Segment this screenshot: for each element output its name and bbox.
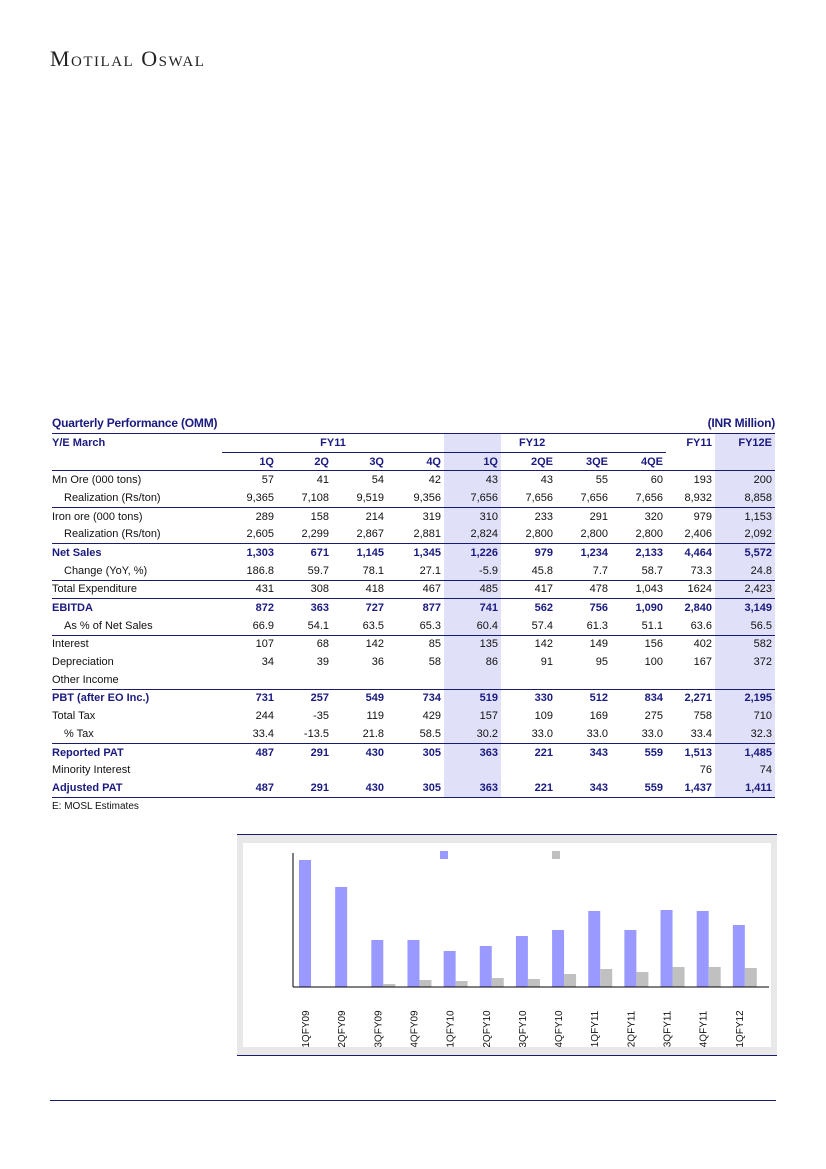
- table-cell: 107: [255, 638, 274, 651]
- table-cell: 119: [366, 710, 384, 723]
- table-cell: 9,356: [387, 489, 444, 507]
- table-cell: -35: [313, 710, 329, 723]
- table-cell: 2,824: [444, 525, 501, 543]
- table-cell: 308: [277, 580, 332, 599]
- table-cell: 1,226: [444, 544, 501, 562]
- table-cell: 33.0: [556, 725, 611, 743]
- x-tick-label: 2QFY10: [481, 1010, 493, 1047]
- table-cell: 330: [534, 692, 553, 705]
- table-cell: 57.4: [501, 617, 556, 635]
- column-header: 4Q: [387, 452, 444, 471]
- table-cell: 33.4: [222, 725, 277, 743]
- bar-chart: [243, 843, 771, 1047]
- table-cell: 3,149: [715, 599, 775, 617]
- table-cell: [501, 671, 556, 689]
- table-cell: 73.3: [666, 562, 715, 580]
- column-header-blank: [52, 452, 222, 471]
- table-cell: 21.8: [332, 725, 387, 743]
- row-label: EBITDA: [52, 602, 93, 615]
- table-cell: 275: [644, 710, 663, 723]
- quarterly-performance-table: [52, 434, 775, 798]
- bar-secondary: [673, 967, 685, 987]
- table-cell: 343: [589, 746, 608, 759]
- table-row: [52, 580, 775, 599]
- table-cell: 65.3: [387, 617, 444, 635]
- table-cell: 1,090: [635, 602, 663, 615]
- table-cell: 727: [365, 602, 384, 615]
- bar-primary: [624, 930, 636, 987]
- table-cell: 55: [595, 474, 608, 487]
- table-cell: 167: [693, 656, 712, 669]
- table-cell: 430: [365, 746, 384, 759]
- bar-secondary: [745, 968, 757, 987]
- table-cell: 169: [589, 710, 608, 723]
- table-cell: 430: [332, 779, 387, 797]
- table-cell: 257: [310, 692, 329, 705]
- table-cell: 2,406: [666, 525, 715, 543]
- table-row: [52, 707, 775, 725]
- table-cell: 43: [540, 474, 553, 487]
- table-row: [52, 671, 775, 689]
- footer-divider: [50, 1100, 776, 1101]
- column-header: 3Q: [332, 452, 387, 471]
- table-cell: 559: [611, 779, 666, 797]
- x-tick-label: 3QFY09: [373, 1010, 385, 1047]
- table-cell: 149: [589, 638, 608, 651]
- table-cell: 710: [715, 707, 775, 725]
- table-cell: [556, 671, 611, 689]
- table-row: [52, 525, 775, 543]
- table-cell: 2,800: [611, 525, 666, 543]
- table-cell: 671: [310, 546, 329, 559]
- table-cell: 54: [371, 474, 384, 487]
- table-cell: [715, 671, 775, 689]
- table-cell: 872: [255, 602, 274, 615]
- table-cell: 418: [332, 580, 387, 599]
- table-cell: 157: [444, 707, 501, 725]
- table-cell: 142: [534, 638, 553, 651]
- bar-primary: [480, 946, 492, 987]
- table-cell: 2,195: [715, 689, 775, 707]
- table-cell: 51.1: [611, 617, 666, 635]
- legend-marker-1: [552, 851, 560, 859]
- table-cell: 86: [444, 653, 501, 671]
- row-label: Net Sales: [52, 546, 102, 559]
- table-cell: 1,437: [666, 779, 715, 797]
- x-tick-label: 3QFY11: [662, 1010, 674, 1047]
- table-cell: 186.8: [222, 562, 277, 580]
- table-cell: 429: [422, 710, 441, 723]
- table-cell: 2,867: [332, 525, 387, 543]
- column-header: 1Q: [444, 452, 501, 471]
- table-row: [52, 544, 775, 562]
- bar-primary: [697, 911, 709, 987]
- table-cell: 34: [261, 656, 274, 669]
- bar-primary: [552, 930, 564, 987]
- column-header-row: [52, 452, 775, 471]
- table-row: [52, 725, 775, 743]
- bar-secondary: [492, 978, 504, 987]
- table-cell: [222, 761, 277, 779]
- column-header: 2QE: [501, 452, 556, 471]
- table-cell: 63.5: [332, 617, 387, 635]
- table-cell: [444, 761, 501, 779]
- table-cell: 58.7: [611, 562, 666, 580]
- table-cell: [332, 671, 387, 689]
- table-cell: -5.9: [444, 562, 501, 580]
- table-cell: 9,365: [222, 489, 277, 507]
- x-tick-label: 2QFY11: [626, 1010, 638, 1047]
- x-tick-label: 1QFY09: [301, 1010, 312, 1047]
- table-cell: 485: [444, 580, 501, 599]
- bar-primary: [335, 887, 347, 987]
- table-cell: 549: [365, 692, 384, 705]
- table-cell: 33.0: [501, 725, 556, 743]
- table-cell: 68: [316, 638, 329, 651]
- table-cell: 8,858: [715, 489, 775, 507]
- x-tick-label: 1QFY11: [590, 1010, 602, 1047]
- ye-march-label: Y/E March: [52, 437, 106, 450]
- table-cell: 61.3: [556, 617, 611, 635]
- table-cell: 7,656: [501, 489, 556, 507]
- group-header-row: [52, 434, 775, 452]
- table-cell: 33.0: [611, 725, 666, 743]
- table-cell: 487: [222, 779, 277, 797]
- bar-primary: [407, 940, 419, 987]
- row-label: PBT (after EO Inc.): [52, 692, 150, 705]
- table-cell: 135: [444, 635, 501, 653]
- table-cell: 305: [422, 746, 441, 759]
- table-cell: [277, 761, 332, 779]
- table-cell: 58: [428, 656, 441, 669]
- table-cell: 291: [277, 779, 332, 797]
- row-label: % Tax: [52, 725, 222, 743]
- table-cell: 756: [589, 602, 608, 615]
- table-cell: 582: [715, 635, 775, 653]
- table-cell: [387, 671, 444, 689]
- table-row: [52, 489, 775, 507]
- table-cell: [611, 761, 666, 779]
- table-cell: 9,519: [332, 489, 387, 507]
- table-cell: 363: [310, 602, 329, 615]
- table-cell: 158: [310, 510, 329, 523]
- table-row: [52, 653, 775, 671]
- table-cell: 2,800: [501, 525, 556, 543]
- x-tick-label: 1QFY10: [445, 1010, 457, 1047]
- table-cell: 2,092: [715, 525, 775, 543]
- table-cell: 4,464: [684, 546, 712, 559]
- table-cell: [332, 761, 387, 779]
- table-cell: 54.1: [277, 617, 332, 635]
- table-cell: 27.1: [387, 562, 444, 580]
- column-header: [715, 452, 775, 471]
- group-fy11: FY11: [222, 434, 444, 452]
- table-cell: 834: [644, 692, 663, 705]
- table-cell: 1,411: [715, 779, 775, 797]
- table-cell: 60: [650, 474, 663, 487]
- table-cell: 8,932: [666, 489, 715, 507]
- table-cell: 58.5: [387, 725, 444, 743]
- table-cell: 24.8: [715, 562, 775, 580]
- table-row: [52, 689, 775, 707]
- table-cell: 734: [422, 692, 441, 705]
- row-label: Iron ore (000 tons): [52, 510, 143, 523]
- estimates-note: E: MOSL Estimates: [52, 800, 139, 812]
- row-label: Minority Interest: [52, 764, 131, 777]
- bar-primary: [516, 936, 528, 987]
- row-label: Total Tax: [52, 710, 96, 723]
- column-header: 3QE: [556, 452, 611, 471]
- table-cell: 233: [534, 510, 553, 523]
- table-cell: 5,572: [715, 544, 775, 562]
- table-cell: 562: [534, 602, 553, 615]
- table-cell: 36: [371, 656, 384, 669]
- table-cell: 559: [644, 746, 663, 759]
- bar-primary: [661, 910, 673, 987]
- table-cell: 74: [715, 761, 775, 779]
- column-header: 2Q: [277, 452, 332, 471]
- table-cell: 291: [589, 510, 608, 523]
- table-cell: 1624: [666, 580, 715, 599]
- table-cell: 56.5: [715, 617, 775, 635]
- table-cell: 57: [261, 474, 274, 487]
- table-cell: 758: [693, 710, 712, 723]
- x-tick-label: 4QFY09: [409, 1010, 421, 1047]
- bar-primary: [444, 951, 456, 987]
- table-row: [52, 743, 775, 761]
- table-cell: 200: [715, 471, 775, 489]
- bar-primary: [371, 940, 383, 987]
- group-fy11-total: FY11: [686, 437, 712, 450]
- table-cell: 244: [255, 710, 274, 723]
- row-label: Depreciation: [52, 656, 114, 669]
- table-cell: 363: [444, 743, 501, 761]
- table-cell: 512: [589, 692, 608, 705]
- table-title-bar: [52, 416, 775, 434]
- table-cell: 979: [693, 510, 712, 523]
- table-cell: 109: [534, 710, 553, 723]
- table-cell: 289: [255, 510, 274, 523]
- table-cell: 305: [387, 779, 444, 797]
- table-cell: 78.1: [332, 562, 387, 580]
- table-cell: 41: [316, 474, 329, 487]
- bar-secondary: [600, 969, 612, 987]
- table-cell: [666, 671, 715, 689]
- table-cell: 63.6: [666, 617, 715, 635]
- column-header: 4QE: [611, 452, 666, 471]
- bar-secondary: [419, 980, 431, 987]
- legend-marker-0: [440, 851, 448, 859]
- table-cell: 91: [540, 656, 553, 669]
- group-fy12: FY12: [501, 434, 666, 452]
- table-cell: 60.4: [444, 617, 501, 635]
- table-cell: 320: [644, 510, 663, 523]
- table-cell: 43: [444, 471, 501, 489]
- table-cell: 221: [534, 746, 553, 759]
- table-cell: 2,840: [684, 602, 712, 615]
- table-cell: 372: [715, 653, 775, 671]
- table-cell: 2,605: [222, 525, 277, 543]
- bar-primary: [299, 860, 311, 987]
- table-cell: 1,513: [684, 746, 712, 759]
- table-cell: 7,108: [277, 489, 332, 507]
- table-cell: 2,271: [684, 692, 712, 705]
- row-label: Realization (Rs/ton): [52, 489, 222, 507]
- x-tick-label: 1QFY12: [734, 1010, 746, 1047]
- table-cell: 417: [501, 580, 556, 599]
- table-row: [52, 761, 775, 779]
- group-fy12-spacer: [444, 434, 501, 452]
- bar-primary: [733, 925, 745, 987]
- table-cell: 731: [255, 692, 274, 705]
- table-row: [52, 779, 775, 797]
- table-cell: 7,656: [556, 489, 611, 507]
- table-cell: 310: [444, 507, 501, 525]
- row-label: Mn Ore (000 tons): [52, 474, 142, 487]
- x-tick-label: 4QFY10: [554, 1010, 566, 1047]
- bar-secondary: [709, 967, 721, 987]
- table-cell: 2,133: [635, 546, 663, 559]
- table-cell: 7,656: [611, 489, 666, 507]
- table-cell: 39: [316, 656, 329, 669]
- table-cell: 221: [501, 779, 556, 797]
- table-cell: 877: [422, 602, 441, 615]
- table-cell: 2,423: [715, 580, 775, 599]
- table-cell: [611, 671, 666, 689]
- table-cell: 319: [422, 510, 441, 523]
- table-cell: 363: [444, 779, 501, 797]
- x-tick-label: 3QFY10: [517, 1010, 529, 1047]
- table-cell: -13.5: [277, 725, 332, 743]
- table-cell: 431: [222, 580, 277, 599]
- table-cell: 1,234: [580, 546, 608, 559]
- chart-frame: [237, 834, 777, 1056]
- table-cell: 32.3: [715, 725, 775, 743]
- table-cell: [501, 761, 556, 779]
- table-cell: 193: [693, 474, 712, 487]
- table-cell: 2,881: [387, 525, 444, 543]
- table-cell: 100: [644, 656, 663, 669]
- table-cell: 519: [444, 689, 501, 707]
- table-cell: 45.8: [501, 562, 556, 580]
- table-cell: 66.9: [222, 617, 277, 635]
- table-cell: 467: [387, 580, 444, 599]
- table-cell: 1,043: [611, 580, 666, 599]
- table-cell: 343: [556, 779, 611, 797]
- bar-secondary: [636, 972, 648, 987]
- table-cell: 1,303: [246, 546, 274, 559]
- table-cell: 2,299: [277, 525, 332, 543]
- table-row: [52, 599, 775, 617]
- row-label: As % of Net Sales: [52, 617, 222, 635]
- table-cell: 85: [428, 638, 441, 651]
- table-title: Quarterly Performance (OMM): [52, 416, 218, 430]
- table-cell: [277, 671, 332, 689]
- table-cell: 33.4: [666, 725, 715, 743]
- table-cell: 1,153: [715, 507, 775, 525]
- table-cell: 1,145: [356, 546, 384, 559]
- table-cell: 30.2: [444, 725, 501, 743]
- table-cell: 76: [699, 764, 712, 777]
- row-label: Reported PAT: [52, 746, 124, 759]
- column-header: 1Q: [222, 452, 277, 471]
- table-row: [52, 507, 775, 525]
- row-label: Other Income: [52, 671, 222, 689]
- company-logo: Motilal Oswal: [50, 46, 206, 71]
- table-cell: 979: [534, 546, 553, 559]
- chart-area: [243, 843, 771, 1047]
- row-label: Adjusted PAT: [52, 779, 222, 797]
- table-cell: [444, 671, 501, 689]
- table-row: [52, 562, 775, 580]
- table-cell: 487: [255, 746, 274, 759]
- table-cell: 59.7: [277, 562, 332, 580]
- table-cell: 478: [556, 580, 611, 599]
- table-cell: 7,656: [444, 489, 501, 507]
- table-cell: [556, 761, 611, 779]
- table-row: [52, 617, 775, 635]
- row-label: Change (YoY, %): [52, 562, 222, 580]
- table-cell: 214: [365, 510, 384, 523]
- table-cell: 2,800: [556, 525, 611, 543]
- table-cell: 1,485: [715, 743, 775, 761]
- bar-secondary: [456, 981, 468, 987]
- table-cell: 291: [310, 746, 329, 759]
- table-cell: [387, 761, 444, 779]
- table-cell: [222, 671, 277, 689]
- table-cell: 741: [444, 599, 501, 617]
- table-cell: 156: [644, 638, 663, 651]
- group-fy12e-total: FY12E: [715, 434, 775, 452]
- table-cell: 1,345: [413, 546, 441, 559]
- row-label: Realization (Rs/ton): [52, 525, 222, 543]
- table-unit: (INR Million): [707, 416, 775, 430]
- bar-secondary: [528, 979, 540, 987]
- bar-secondary: [564, 974, 576, 987]
- x-tick-label: 4QFY11: [698, 1010, 710, 1047]
- bar-primary: [588, 911, 600, 987]
- row-label: Total Expenditure: [52, 580, 222, 599]
- table-cell: 42: [428, 474, 441, 487]
- row-label: Interest: [52, 638, 89, 651]
- table-cell: 7.7: [556, 562, 611, 580]
- x-tick-label: 2QFY09: [337, 1010, 349, 1047]
- table-row: [52, 471, 775, 489]
- table-row: [52, 635, 775, 653]
- table-cell: 402: [693, 638, 712, 651]
- quarterly-performance-table-section: [52, 416, 775, 812]
- table-cell: 142: [365, 638, 384, 651]
- table-cell: 95: [595, 656, 608, 669]
- column-header: [666, 452, 715, 471]
